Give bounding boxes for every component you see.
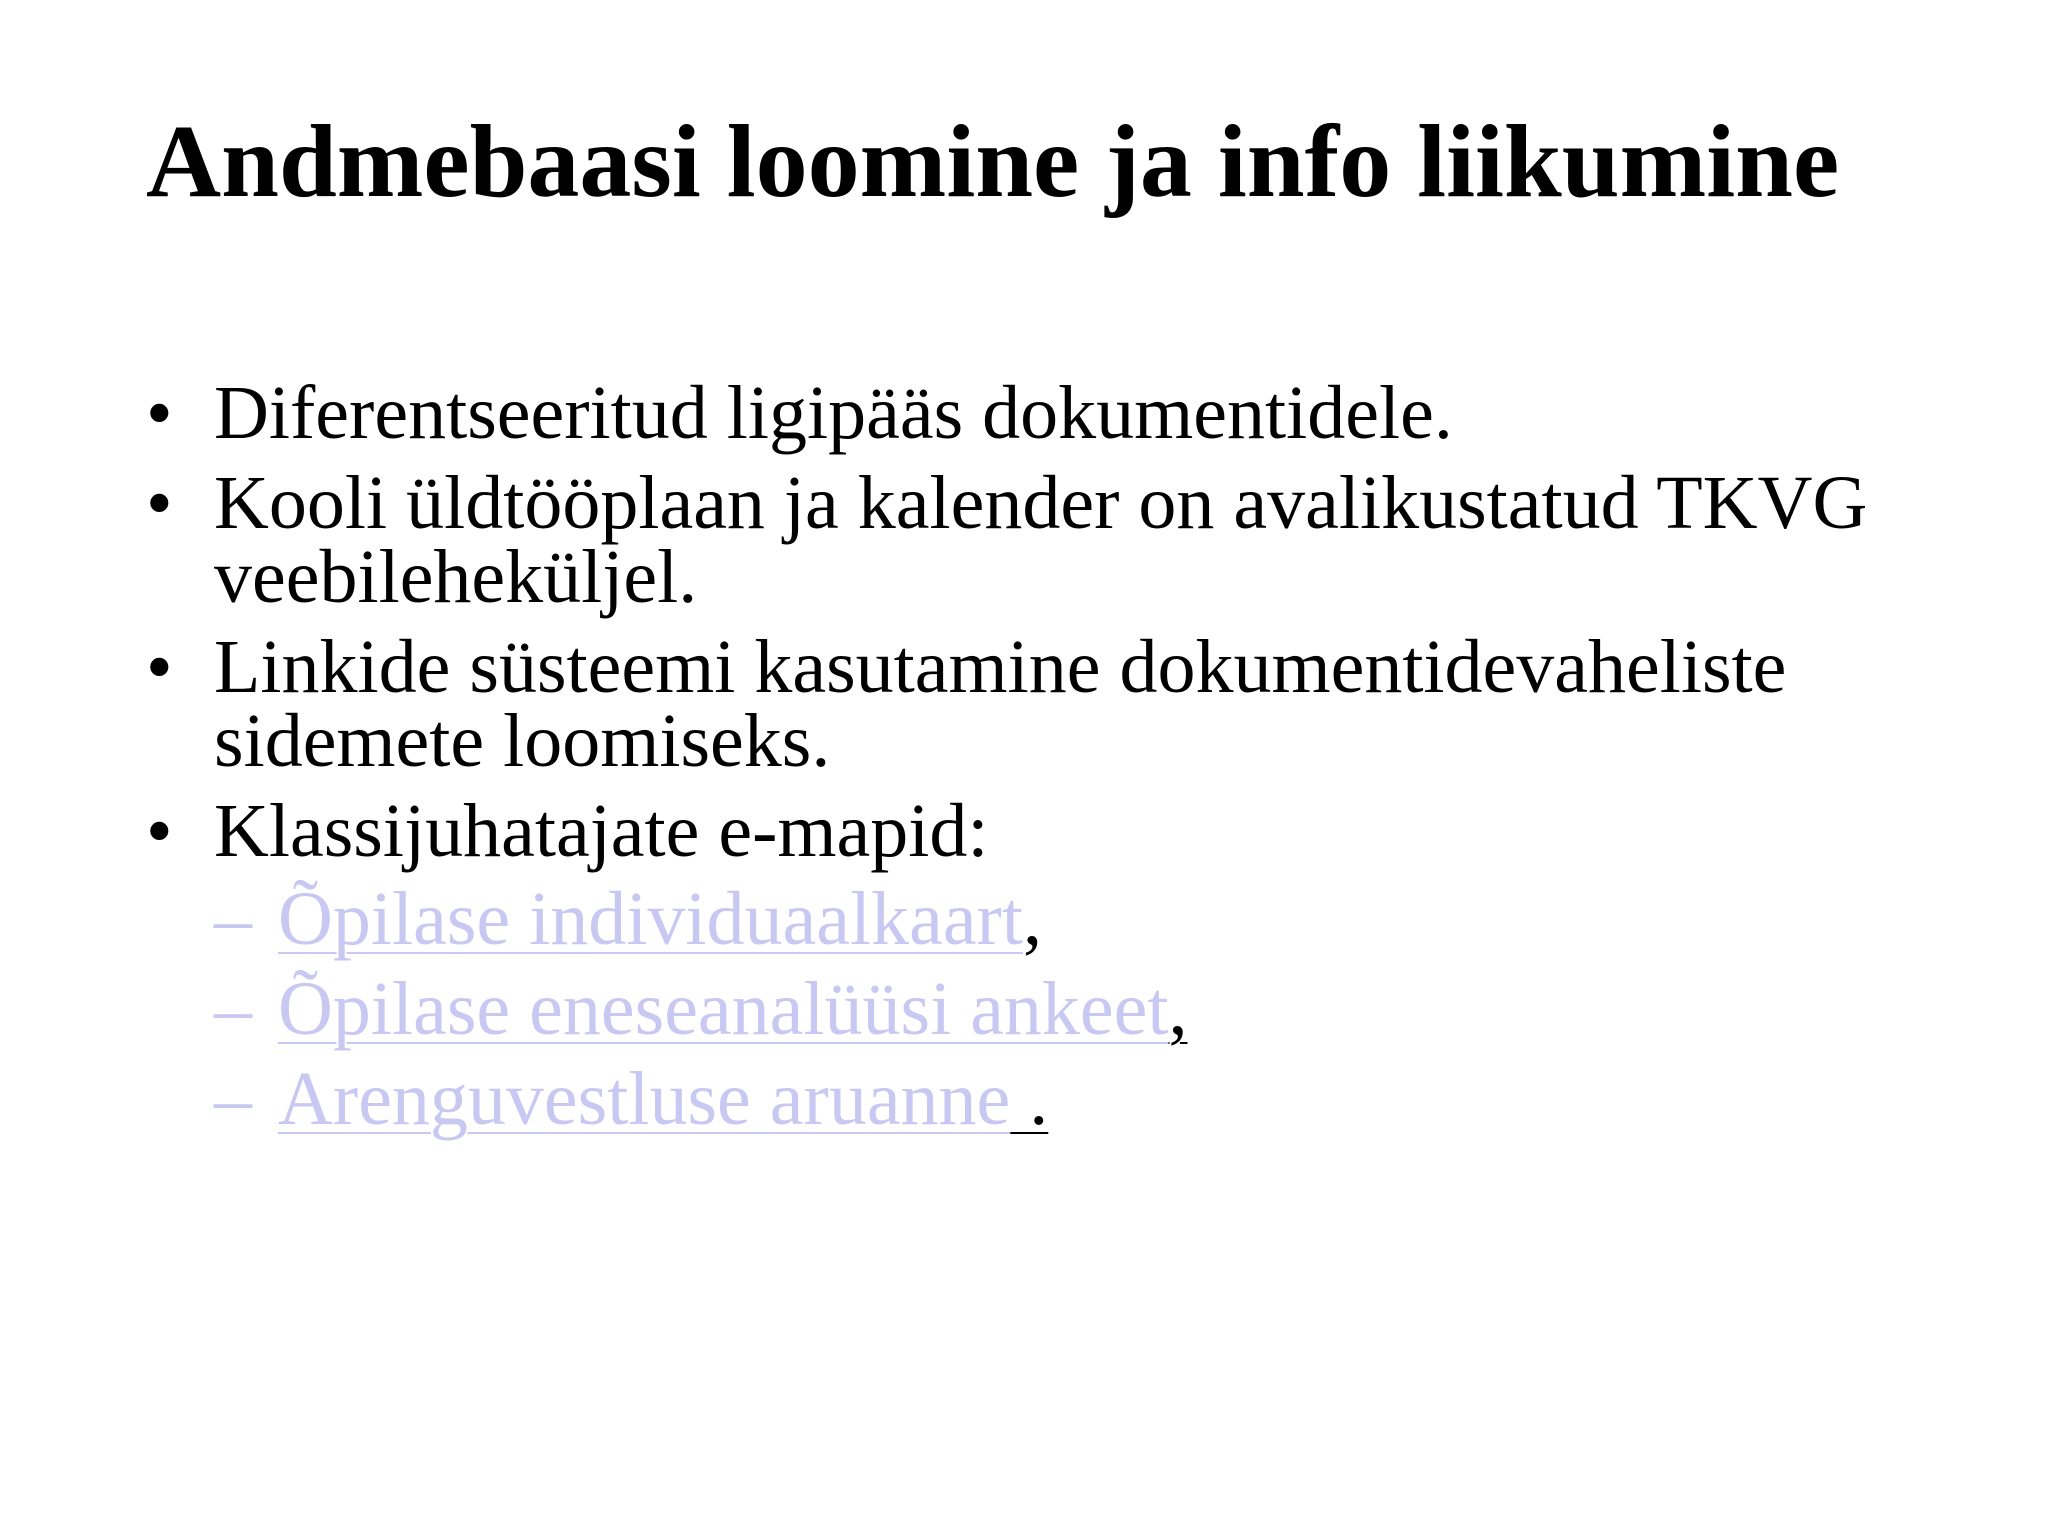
bullet-list [146,371,2006,1152]
bullet-text: Linkide süsteemi kasutamine dokumentidevaheliste sidemete loomiseks. [214,625,1787,783]
bullet-item [146,625,2006,783]
bullet-item [146,789,2006,1141]
link-trailing-punctuation: . [1010,1057,1049,1141]
link-trailing-punctuation: , [1022,877,1042,961]
bullet-item [146,371,2006,455]
dash-icon: – [214,1057,252,1141]
link-development-talk-report[interactable]: Arenguvestluse aruanne [278,1057,1011,1141]
sub-list-item [214,1057,2006,1141]
sub-list-item [214,877,2006,961]
link-self-analysis-survey[interactable]: Õpilase eneseanalüüsi ankeet [278,967,1169,1051]
sub-list-item [214,967,2006,1051]
bullet-text: Kooli üldtööplaan ja kalender on avalikustatud TKVG veebileheküljel. [214,461,1868,619]
dash-icon: – [214,877,252,961]
dash-icon: – [214,967,252,1051]
bullet-text: Klassijuhatajate e-mapid: [214,789,989,873]
bullet-icon: • [146,371,173,455]
bullet-text: Diferentseeritud ligipääs dokumentidele. [214,371,1453,455]
bullet-icon: • [146,461,173,545]
bullet-icon: • [146,625,173,709]
bullet-item [146,461,2006,619]
link-individual-card[interactable]: Õpilase individuaalkaart [278,877,1023,961]
bullet-icon: • [146,789,173,873]
slide-title: Andmebaasi loomine ja info liikumine [146,104,1840,219]
sub-list [214,877,2006,1141]
link-trailing-punctuation: , [1168,967,1188,1051]
